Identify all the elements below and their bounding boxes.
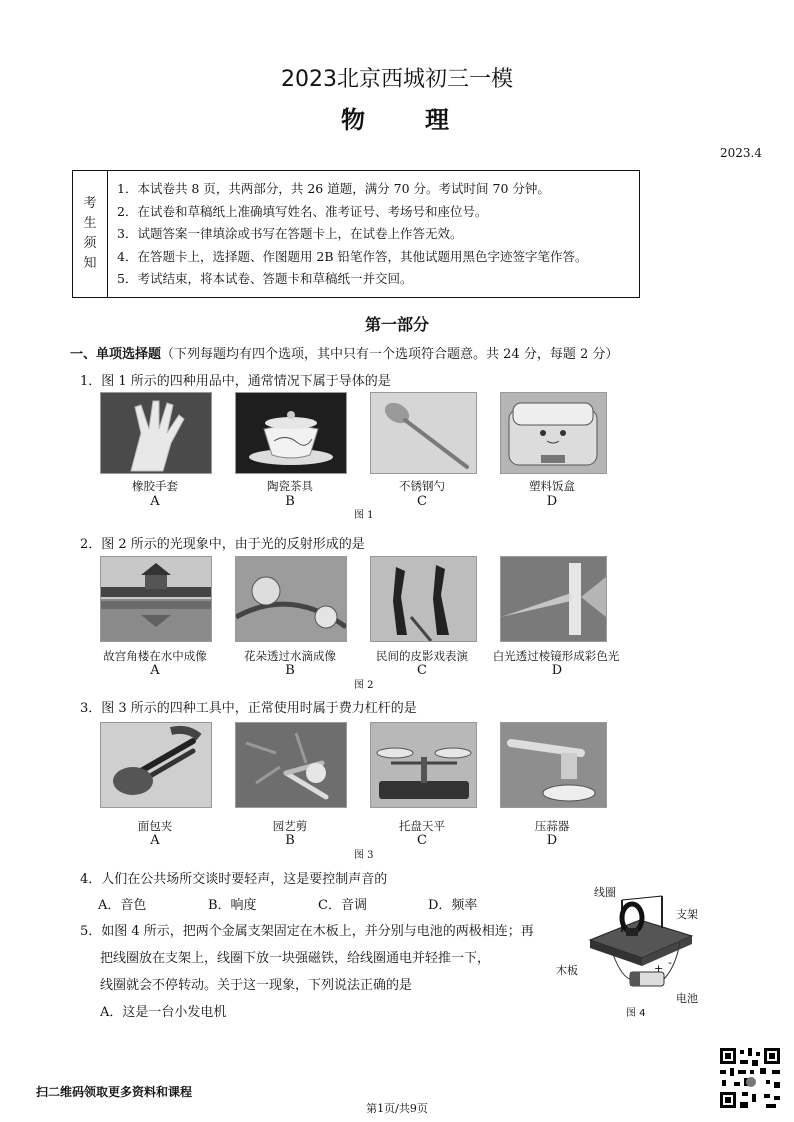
- option-caption: 白光透过棱镜形成彩色光: [492, 649, 620, 663]
- bracket-label: 支架: [676, 908, 698, 921]
- option-d: D．频率: [428, 898, 478, 913]
- figure-label: 图 1: [354, 510, 374, 521]
- option-caption: 园艺剪: [272, 819, 308, 833]
- option-letter: A: [150, 663, 160, 678]
- plus-label: +: [654, 962, 664, 975]
- exam-title: 2023北京西城初三一模: [281, 67, 513, 92]
- option-caption: 故宫角楼在水中成像: [103, 649, 207, 663]
- subject-title: 物 理: [341, 106, 453, 134]
- teacup-icon: [235, 392, 347, 474]
- notice-item: 5．考试结束，将本试卷、答题卡和草稿纸一并交回。: [117, 271, 413, 286]
- prism-icon: [500, 556, 607, 642]
- garlic-press-icon: [500, 722, 607, 808]
- palace-icon: [100, 556, 212, 642]
- option-letter: A: [150, 833, 160, 848]
- battery-label: 电池: [676, 992, 698, 1005]
- tongs-icon: [100, 722, 212, 808]
- option-caption: 塑料饭盒: [529, 479, 575, 493]
- option-letter: C: [417, 663, 427, 678]
- option-letter: B: [285, 833, 295, 848]
- option-caption: 压蒜器: [534, 819, 570, 833]
- option-letter: A: [150, 494, 160, 509]
- notice-items: [117, 178, 633, 291]
- option-caption: 托盘天平: [399, 819, 445, 833]
- shears-icon: [235, 722, 347, 808]
- figure-4-motor: [556, 876, 700, 1019]
- option-letter: B: [285, 494, 295, 509]
- exam-date: 2023.4: [720, 146, 762, 160]
- board-label: 木板: [556, 964, 578, 977]
- option-a: A．音色: [98, 898, 147, 913]
- section-heading: 一、单项选择题（下列每题均有四个选项，其中只有一个选项符合题意。共 24 分，每题 2 分）: [70, 347, 619, 362]
- question-4-stem: 4．人们在公共场所交谈时要轻声，这是要控制声音的: [80, 872, 388, 887]
- notice-side-label: 考 生 须 知: [73, 171, 108, 297]
- option-letter: D: [551, 663, 563, 678]
- lunchbox-icon: [500, 392, 607, 474]
- spoon-icon: [370, 392, 477, 474]
- option-letter: B: [285, 663, 295, 678]
- option-caption: 陶瓷茶具: [267, 479, 313, 493]
- option-c: C．音调: [318, 898, 367, 913]
- option-letter: D: [546, 494, 558, 509]
- notice-item: 1．本试卷共 8 页，共两部分，共 26 道题，满分 70 分。考试时间 70 分钟。: [117, 181, 550, 196]
- option-caption: 民间的皮影戏表演: [376, 649, 468, 663]
- option-caption: 花朵透过水滴成像: [244, 649, 336, 663]
- option-letter: C: [417, 494, 427, 509]
- question-3-stem: 3．图 3 所示的四种工具中，正常使用时属于费力杠杆的是: [80, 701, 417, 716]
- question-1-stem: 1．图 1 所示的四种用品中，通常情况下属于导体的是: [80, 374, 391, 389]
- option-a: A．这是一台小发电机: [100, 1005, 227, 1020]
- promo-text: 扫二维码领取更多资料和课程: [36, 1085, 193, 1099]
- part-heading: 第一部分: [364, 315, 429, 334]
- question-4-options: [98, 894, 538, 913]
- balance-icon: [370, 722, 477, 808]
- page-number: 第1页/共9页: [366, 1102, 428, 1115]
- figure-label: 图 2: [354, 680, 374, 691]
- option-caption: 面包夹: [137, 819, 173, 833]
- figure-label: 图 4: [626, 1008, 646, 1019]
- minus-label: -: [668, 956, 672, 969]
- notice-item: 2．在试卷和草稿纸上准确填写姓名、准考证号、考场号和座位号。: [117, 203, 488, 219]
- notice-item: 4．在答题卡上，选择题、作图题用 2B 铅笔作答，其他试题用黑色字迹签字笔作答。: [117, 248, 588, 264]
- droplet-icon: [235, 556, 347, 642]
- question-5-stem: 5．如图 4 所示，把两个金属支架固定在木板上，并分别与电池的两极相连；再 把线圈放在支架上，线圈下放一块强磁铁，给线圈通电并轻推一下， 线圈就会不停转动。关于这一现象，下列说法正确的是 A．这是一台小发电机: [80, 918, 570, 1026]
- option-b: B．响度: [208, 898, 257, 913]
- option-caption: 不锈钢勺: [399, 479, 445, 493]
- shadow-puppet-icon: [370, 556, 477, 642]
- question-2-stem: 2．图 2 所示的光现象中，由于光的反射形成的是: [80, 537, 365, 552]
- notice-item: 3．试题答案一律填涂或书写在答题卡上，在试卷上作答无效。: [117, 226, 463, 241]
- glove-icon: [100, 392, 212, 474]
- option-letter: C: [417, 833, 427, 848]
- option-letter: D: [546, 833, 558, 848]
- coil-label: 线圈: [594, 886, 616, 899]
- option-caption: 橡胶手套: [132, 479, 178, 493]
- notice-box: [72, 170, 640, 298]
- figure-label: 图 3: [354, 850, 374, 861]
